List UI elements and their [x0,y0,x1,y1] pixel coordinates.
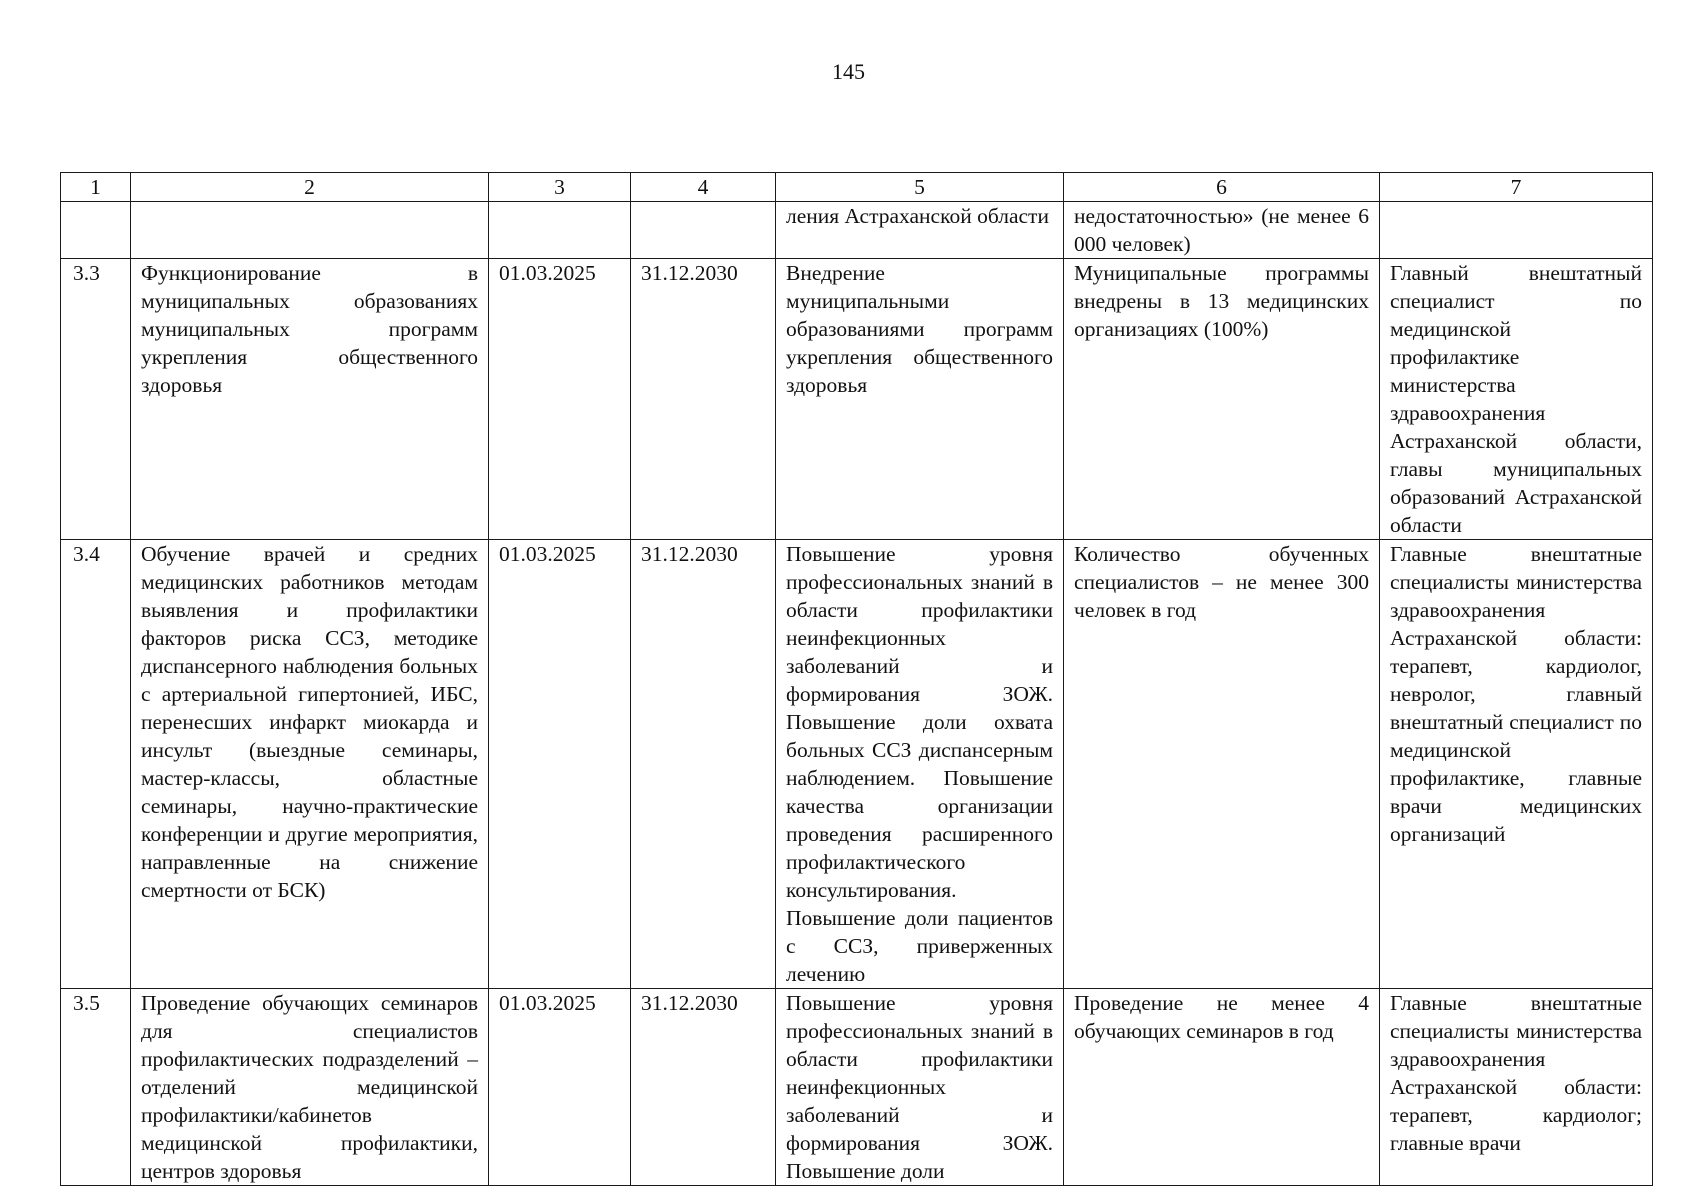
table-row-3-4 [61,540,1653,989]
table-row-3-3 [61,259,1653,540]
indicator-cell: Количество обученных специалистов – не менее 300 человек в год [1064,540,1380,989]
indicator-cell: Проведение не менее 4 обучающих семинаров в год [1064,989,1380,1186]
result-cell: Повышение уровня профессиональных знаний в области профилактики неинфекционных заболеваний и формирования ЗОЖ. Повышение доли [776,989,1064,1186]
indicator-cell: недостаточностью» (не менее 6 000 человек) [1064,202,1380,259]
indicator-cell: Муниципальные программы внедрены в 13 медицинских организациях (100%) [1064,259,1380,540]
measures-table [60,172,1653,1186]
column-number-header: 4 [631,173,776,202]
table-row-continued [61,202,1653,259]
page-number: 145 [832,59,865,84]
column-number-header: 5 [776,173,1064,202]
result-cell: Внедрение муниципальными образованиями программ укрепления общественного здоровья [776,259,1064,540]
column-number-header: 7 [1380,173,1653,202]
column-number-header: 2 [131,173,489,202]
event-cell [131,202,489,259]
table-row-3-5 [61,989,1653,1186]
responsible-cell: Главные внештатные специалисты министерства здравоохранения Астраханской области: терапевт, кардиолог; главные врачи [1380,989,1653,1186]
event-cell: Обучение врачей и средних медицинских работников методам выявления и профилактики факторов риска ССЗ, методике диспансерного наблюдения больных с артериальной гипертонией, ИБС, перенесших инфаркт миокарда и инсульт (выездные семинары, мастер-классы, областные семинары, научно-практические конференции и другие мероприятия, направленные на снижение смертности от БСК) [131,540,489,989]
start-date-cell: 01.03.2025 [489,259,631,540]
end-date-cell: 31.12.2030 [631,989,776,1186]
end-date-cell: 31.12.2030 [631,259,776,540]
responsible-cell [1380,202,1653,259]
start-date-cell: 01.03.2025 [489,540,631,989]
result-cell: ления Астраханской области [776,202,1064,259]
start-date-cell: 01.03.2025 [489,989,631,1186]
item-number-cell: 3.3 [61,259,131,540]
item-number-cell: 3.5 [61,989,131,1186]
event-cell: Функционирование в муниципальных образованиях муниципальных программ укрепления общественного здоровья [131,259,489,540]
item-number-cell [61,202,131,259]
column-number-header: 1 [61,173,131,202]
item-number-cell: 3.4 [61,540,131,989]
column-number-row [61,173,1653,202]
end-date-cell: 31.12.2030 [631,540,776,989]
result-cell: Повышение уровня профессиональных знаний в области профилактики неинфекционных заболеваний и формирования ЗОЖ. Повышение доли охвата больных ССЗ диспансерным наблюдением. Повышение качества организации проведения расширенного профилактического консультирования. Повышение доли пациентов с ССЗ, приверженных лечению [776,540,1064,989]
end-date-cell [631,202,776,259]
column-number-header: 6 [1064,173,1380,202]
event-cell: Проведение обучающих семинаров для специалистов профилактических подразделений – отделений медицинской профилактики/кабинетов медицинской профилактики, центров здоровья [131,989,489,1186]
column-number-header: 3 [489,173,631,202]
start-date-cell [489,202,631,259]
responsible-cell: Главные внештатные специалисты министерства здравоохранения Астраханской области: терапевт, кардиолог, невролог, главный внештатный специалист по медицинской профилактике, главные врачи медицинских организаций [1380,540,1653,989]
responsible-cell: Главный внештатный специалист по медицинской профилактике министерства здравоохранения Астраханской области, главы муниципальных образований Астраханской области [1380,259,1653,540]
